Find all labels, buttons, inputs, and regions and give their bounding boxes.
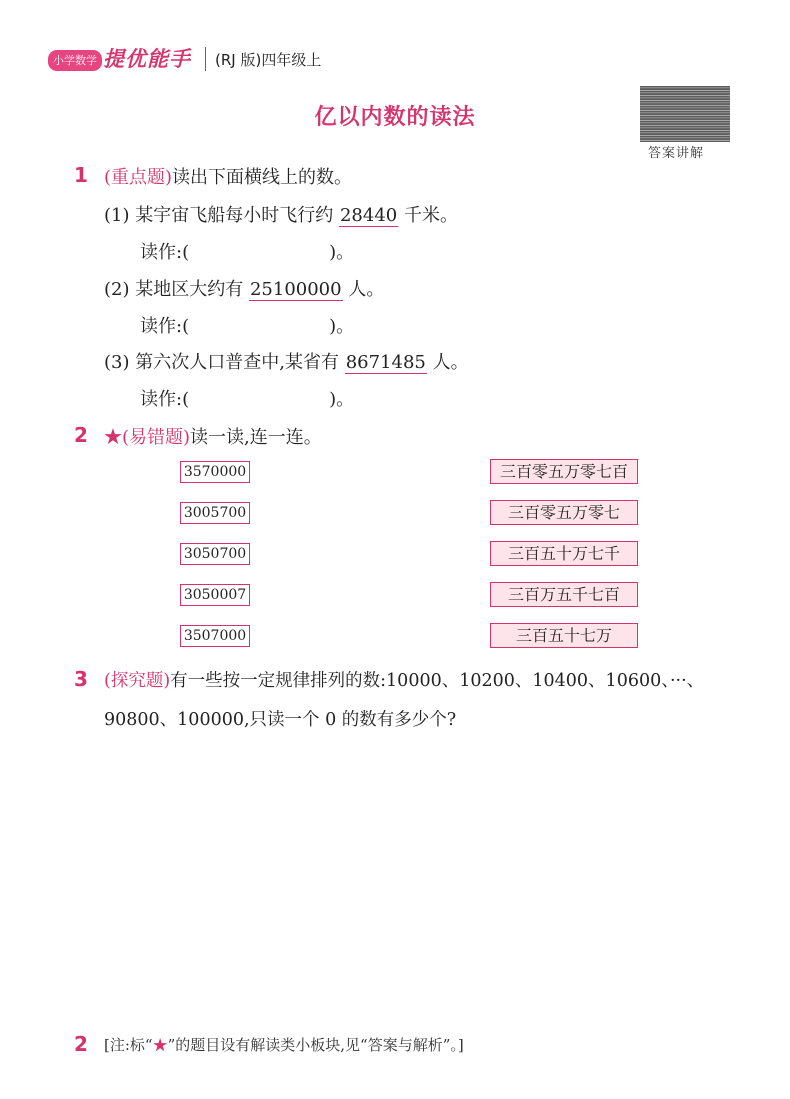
item-text: 第六次人口普查中,某省有 — [135, 352, 339, 373]
word-box-1[interactable]: 三百零五万零七百 — [490, 459, 638, 484]
underlined-number: 25100000 — [249, 279, 342, 300]
question-3-line-2: 90800、100000,只读一个 0 的数有多少个? — [104, 710, 457, 730]
star-icon: ★ — [152, 1036, 168, 1054]
item-label: (3) — [104, 352, 130, 373]
underlined-number: 28440 — [339, 205, 398, 226]
word-box-2[interactable]: 三百零五万零七 — [490, 500, 638, 525]
item-label: (1) — [104, 205, 130, 226]
question-3-text: 有一些按一定规律排列的数:10000、10200、10400、10600、···、 — [170, 671, 705, 691]
answer-line-2[interactable] — [140, 312, 354, 338]
question-1-item-2 — [104, 275, 384, 301]
question-1-tag: (重点题) — [104, 167, 173, 188]
number-box-4[interactable]: 3050007 — [180, 584, 250, 606]
read-as-close: )。 — [329, 389, 355, 410]
answer-line-1[interactable] — [140, 238, 354, 264]
answer-line-3[interactable] — [140, 385, 354, 411]
read-as-label: 读作:( — [140, 242, 190, 263]
item-text: 某宇宙飞船每小时飞行约 — [135, 205, 334, 226]
question-2-tag: (易错题) — [122, 427, 191, 448]
question-3-number: 3 — [74, 667, 88, 691]
page-number: 2 — [74, 1032, 88, 1056]
brand-logo-text: 提优能手 — [103, 47, 191, 71]
qr-caption: 答案讲解 — [648, 146, 705, 161]
item-unit: 人。 — [348, 279, 385, 300]
number-box-2[interactable]: 3005700 — [180, 502, 250, 524]
read-as-label: 读作:( — [140, 316, 190, 337]
item-unit: 人。 — [432, 352, 469, 373]
question-1-item-1 — [104, 201, 458, 227]
question-1-item-3 — [104, 348, 469, 374]
number-box-5[interactable]: 3507000 — [180, 625, 250, 647]
question-1-text: 读出下面横线上的数。 — [172, 167, 353, 188]
question-2-text: 读一读,连一连。 — [190, 427, 322, 448]
footer-note-text: [注:标“ — [104, 1036, 153, 1054]
footer-note-text: ”的题目设有解读类小板块,见“答案与解析”。] — [167, 1036, 464, 1054]
read-as-close: )。 — [329, 242, 355, 263]
question-1-number: 1 — [74, 163, 88, 187]
question-3-tag: (探究题) — [104, 671, 171, 691]
item-unit: 千米。 — [403, 205, 458, 226]
question-1-prompt — [104, 163, 352, 189]
word-box-4[interactable]: 三百万五千七百 — [490, 582, 638, 607]
read-as-label: 读作:( — [140, 389, 190, 410]
word-box-5[interactable]: 三百五十七万 — [490, 623, 638, 648]
number-box-1[interactable]: 3570000 — [180, 461, 250, 483]
brand-small-label: 小学数学 — [48, 50, 102, 71]
question-3-line-1 — [104, 667, 704, 692]
underlined-number: 8671485 — [345, 352, 426, 373]
word-box-3[interactable]: 三百五十万七千 — [490, 541, 638, 566]
page-title: 亿以内数的读法 — [314, 105, 476, 130]
footer-note — [104, 1034, 464, 1055]
star-icon: ★ — [104, 427, 122, 448]
question-2-prompt — [104, 423, 322, 449]
read-as-close: )。 — [329, 316, 355, 337]
number-box-3[interactable]: 3050700 — [180, 543, 250, 565]
question-2-number: 2 — [74, 423, 88, 447]
edition-label: (RJ 版)四年级上 — [215, 51, 322, 69]
item-label: (2) — [104, 279, 130, 300]
header-divider — [205, 47, 206, 71]
item-text: 某地区大约有 — [135, 279, 244, 300]
